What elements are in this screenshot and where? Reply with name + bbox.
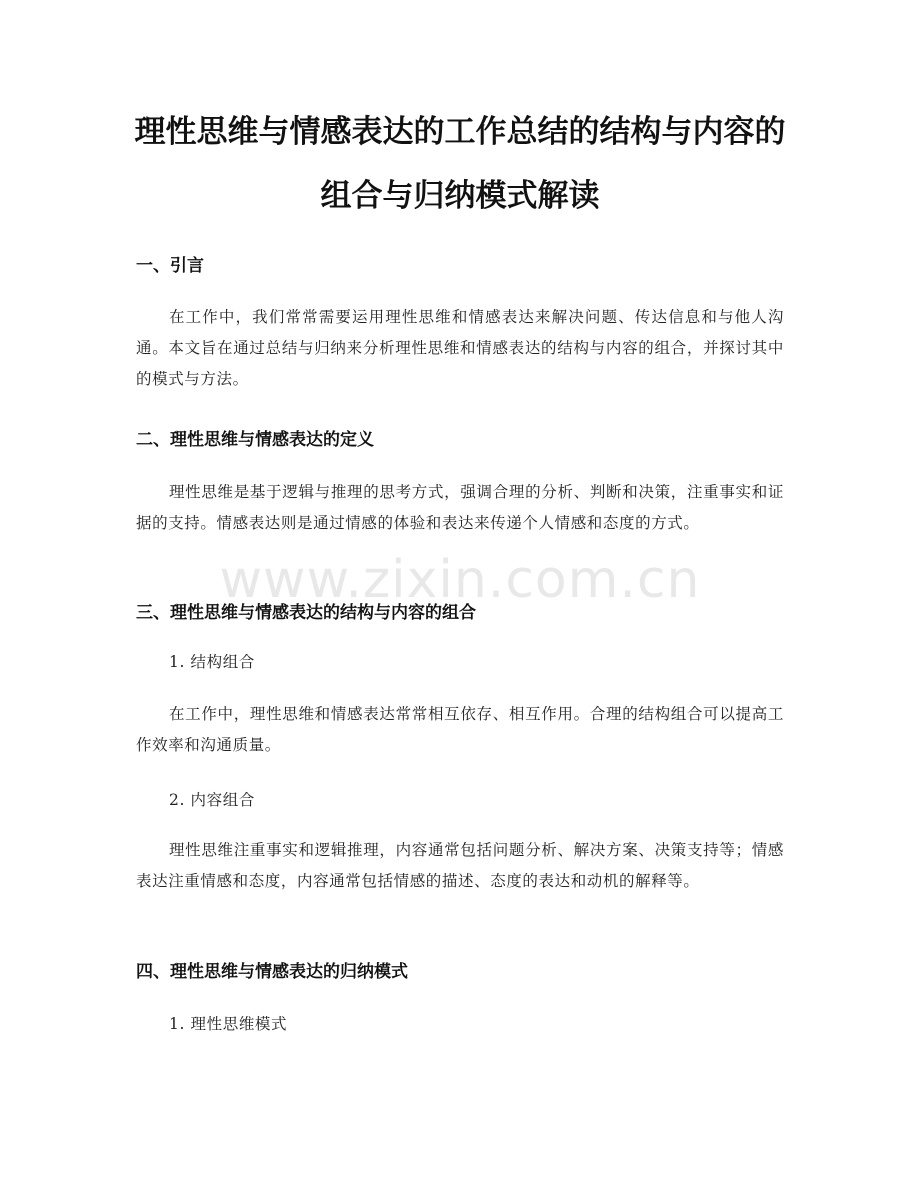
subsection-paragraph-structure: 在工作中，理性思维和情感表达常常相互依存、相互作用。合理的结构组合可以提高工作效率和沟通质量。 [136, 705, 784, 754]
section-paragraph-definition: 理性思维是基于逻辑与推理的思考方式，强调合理的分析、判断和决策，注重事实和证据的支持。情感表达则是通过情感的体验和表达来传递个人情感和态度的方式。 [136, 483, 784, 532]
document-title: 理性思维与情感表达的工作总结的结构与内容的组合与归纳模式解读 [134, 114, 786, 214]
section-heading-introduction: 一、引言 [136, 256, 204, 276]
subsection-label-rational-mode: 1. 理性思维模式 [169, 1015, 288, 1033]
subsection-paragraph-content: 理性思维注重事实和逻辑推理，内容通常包括问题分析、解决方案、决策支持等；情感表达注重情感和态度，内容通常包括情感的描述、态度的表达和动机的解释等。 [136, 841, 784, 890]
subsection-label-structure: 1. 结构组合 [169, 653, 255, 671]
section-heading-definition: 二、理性思维与情感表达的定义 [136, 430, 374, 450]
watermark-text: www.zixin.com.cn [219, 550, 701, 610]
section-heading-induction-mode: 四、理性思维与情感表达的归纳模式 [136, 962, 408, 982]
subsection-label-content: 2. 内容组合 [169, 791, 255, 809]
section-paragraph-introduction: 在工作中，我们常常需要运用理性思维和情感表达来解决问题、传达信息和与他人沟通。本文旨在通过总结与归纳来分析理性思维和情感表达的结构与内容的组合，并探讨其中的模式与方法。 [136, 308, 784, 388]
section-heading-structure-content: 三、理性思维与情感表达的结构与内容的组合 [136, 603, 476, 623]
